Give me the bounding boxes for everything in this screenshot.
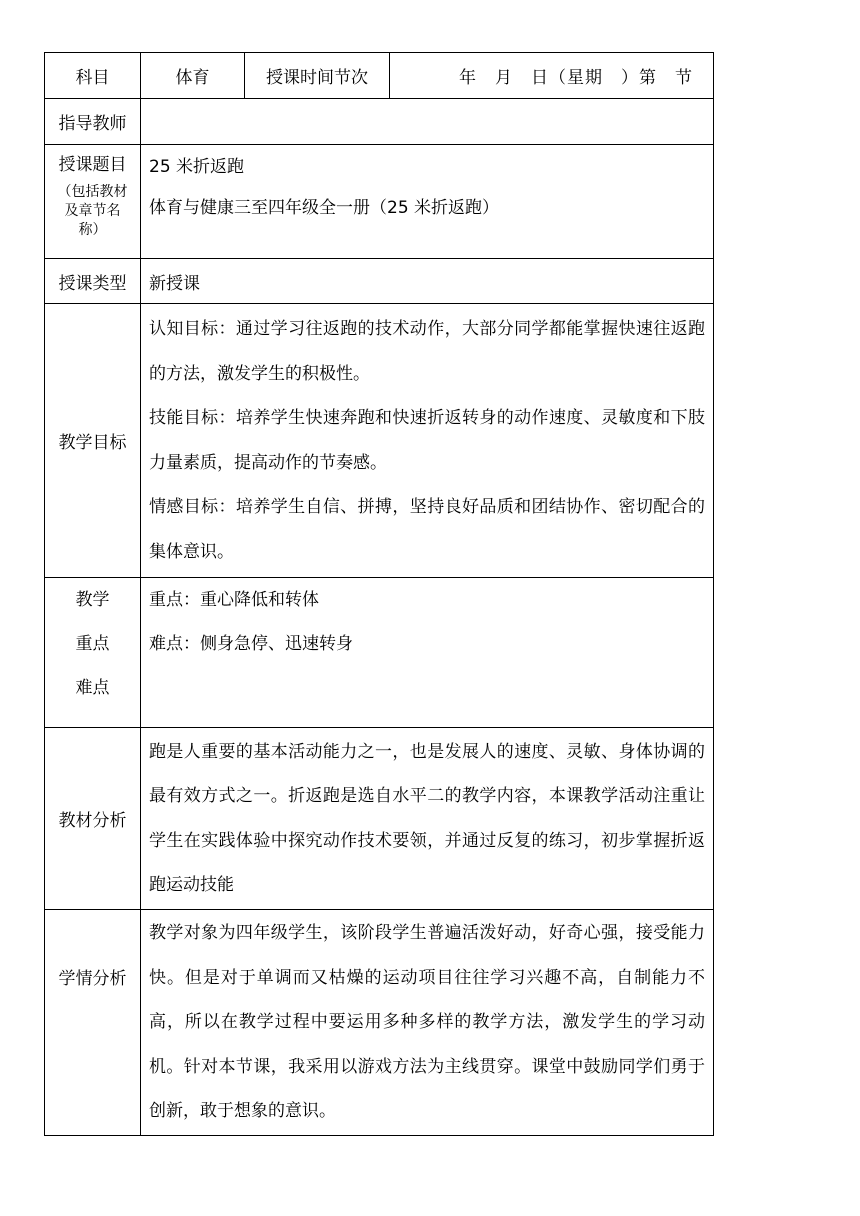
material-analysis-label: 教材分析 — [45, 728, 141, 910]
skill-objective: 技能目标：培养学生快速奔跑和快速折返转身的动作速度、灵敏度和下肢力量素质，提高动作的节奏感。 — [149, 408, 705, 473]
topic-label: 授课题目 — [58, 155, 127, 175]
student-analysis-label: 学情分析 — [45, 910, 141, 1136]
key-point: 重点：重心降低和转体 — [149, 590, 319, 610]
key-points-cell — [141, 578, 714, 728]
affective-objective: 情感目标：培养学生自信、拼搏，坚持良好品质和团结协作、密切配合的集体意识。 — [149, 497, 705, 562]
subject-label: 科目 — [45, 53, 141, 99]
teacher-value — [141, 99, 714, 145]
objectives-label: 教学目标 — [45, 304, 141, 578]
lesson-type-label: 授课类型 — [45, 259, 141, 304]
time-label: 授课时间节次 — [245, 53, 390, 99]
topic-label-cell — [45, 145, 141, 259]
objectives-row — [45, 304, 714, 578]
topic-sublabel: （包括教材及章节名称） — [57, 184, 128, 238]
topic-line1: 25 米折返跑 — [149, 157, 245, 177]
student-analysis-text: 教学对象为四年级学生，该阶段学生普遍活泼好动，好奇心强，接受能力快。但是对于单调而又枯燥的运动项目往往学习兴趣不高，自制能力不高，所以在教学过程中要运用多种多样的教学方法，激发学生的学习动机。针对本节课，我采用以游戏方法为主线贯穿。课堂中鼓励同学们勇于创新，敢于想象的意识。 — [141, 910, 714, 1136]
difficulty-point: 难点：侧身急停、迅速转身 — [149, 634, 353, 654]
lesson-plan-table — [44, 52, 714, 1136]
key-label-3: 难点 — [75, 678, 110, 698]
key-points-row — [45, 578, 714, 728]
time-value: 年 月 日（星期 ）第 节 — [390, 53, 714, 99]
objectives-cell — [141, 304, 714, 578]
cognitive-objective: 认知目标：通过学习往返跑的技术动作，大部分同学都能掌握快速往返跑的方法，激发学生的积极性。 — [149, 319, 705, 384]
key-label-2: 重点 — [75, 634, 110, 654]
key-points-label-cell — [45, 578, 141, 728]
topic-value-cell — [141, 145, 714, 259]
topic-line2: 体育与健康三至四年级全一册（25 米折返跑） — [149, 198, 500, 218]
material-analysis-row — [45, 728, 714, 910]
lesson-type-row — [45, 259, 714, 304]
topic-row — [45, 145, 714, 259]
header-row — [45, 53, 714, 99]
student-analysis-row — [45, 910, 714, 1136]
key-label-1: 教学 — [75, 590, 110, 610]
teacher-row — [45, 99, 714, 145]
teacher-label: 指导教师 — [45, 99, 141, 145]
subject-value: 体育 — [141, 53, 245, 99]
lesson-type-value: 新授课 — [141, 259, 714, 304]
material-analysis-text: 跑是人重要的基本活动能力之一，也是发展人的速度、灵敏、身体协调的最有效方式之一。折返跑是选自水平二的教学内容，本课教学活动注重让学生在实践体验中探究动作技术要领，并通过反复的练习，初步掌握折返跑运动技能 — [141, 728, 714, 910]
